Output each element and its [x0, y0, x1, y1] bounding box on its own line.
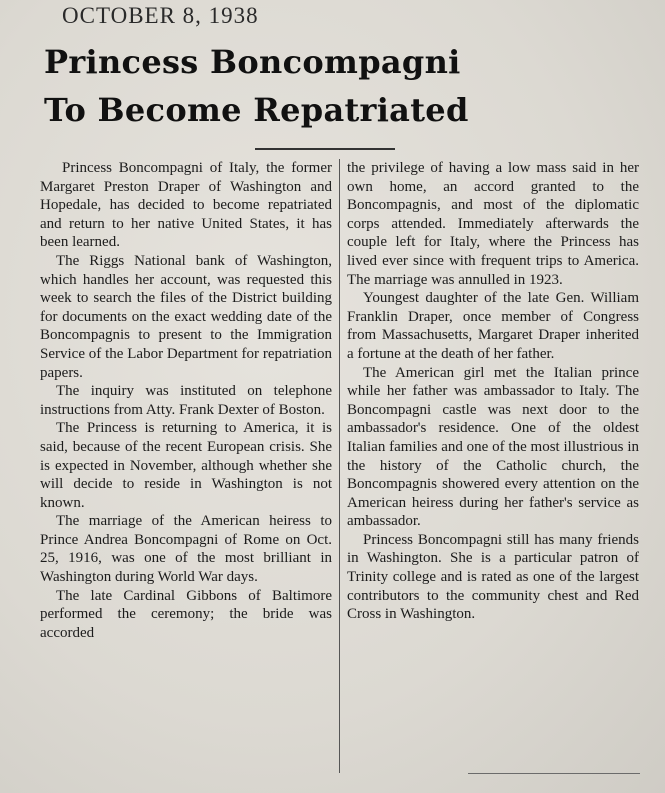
paragraph: the privilege of having a low mass said in her own home, an accord granted to the Boncompagnis, and most of the diplomatic corps attended. Immediately afterwards the couple left for Italy, where the Princess has lived ever since with frequent trips to America. The marriage was annulled in 1923. — [347, 160, 639, 288]
dateline: OCTOBER 8, 1938 — [62, 3, 259, 28]
headline-rule — [255, 148, 395, 150]
paragraph: Princess Boncompagni of Italy, the former Margaret Preston Draper of Washington and Hopedale, has decided to become repatriated and return to her native United States, it has been learned. — [40, 160, 332, 251]
paragraph: The Riggs National bank of Washington, which handles her account, was requested this week to search the files of the District building for documents on the exact wedding date of the Boncompagnis to present to the Immigration Service of the Labor Department for repatriation papers. — [40, 252, 332, 381]
headline — [44, 38, 644, 134]
paragraph: Princess Boncompagni still has many friends in Washington. She is a particular patron of Trinity college and is rated as one of the largest contributors to the community chest and Red Cross in Washington. — [347, 531, 639, 623]
end-rule — [468, 773, 640, 774]
paragraph: The marriage of the American heiress to Prince Andrea Boncompagni of Rome on Oct. 25, 1916, was one of the most brilliant in Washington during World War days. — [40, 513, 332, 586]
paragraph: The late Cardinal Gibbons of Baltimore performed the ceremony; the bride was accorded — [40, 587, 332, 641]
headline-line-1: Princess Boncompagni — [44, 43, 461, 81]
headline-line-2: To Become Repatriated — [44, 91, 469, 129]
paragraph: Youngest daughter of the late Gen. William Franklin Draper, once member of Congress from Massachusetts, Margaret Draper inherited a fortune at the death of her father. — [347, 290, 639, 362]
article-column-right — [347, 159, 639, 624]
article-column-left — [40, 159, 332, 642]
column-divider — [339, 159, 340, 773]
paragraph: The inquiry was instituted on telephone instructions from Atty. Frank Dexter of Boston. — [40, 383, 332, 418]
paragraph: The Princess is returning to America, it is said, because of the recent European crisis. She is expected in November, although whether she will decide to reside in Washington is not known. — [40, 420, 332, 511]
paragraph: The American girl met the Italian prince while her father was ambassador to Italy. The Boncompagni castle was next door to the ambassador's residence. One of the oldest Italian families and one of the most illustrious in the history of the Catholic church, the Boncompagnis showered every attention on the American heiress during her father's service as ambassador. — [347, 364, 639, 530]
